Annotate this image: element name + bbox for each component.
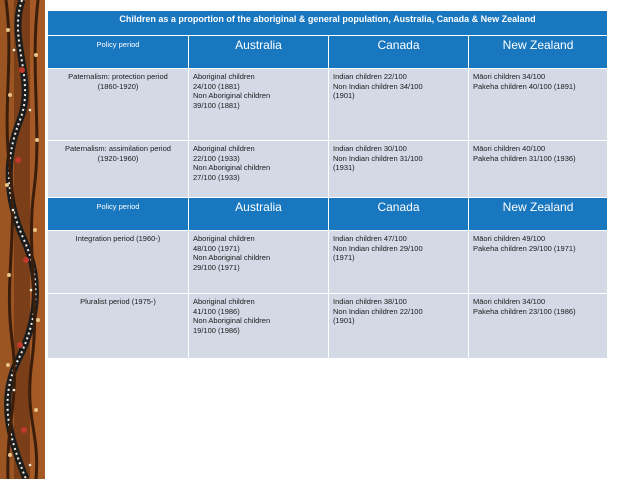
new-zealand-cell: Māori children 34/100 Pakeha children 23/100 (1986) [469, 294, 608, 359]
header-new-zealand: New Zealand [469, 198, 608, 231]
table-title-row [48, 11, 608, 36]
canada-cell: Indian children 30/100 Non Indian children 31/100 (1931) [329, 141, 469, 198]
policy-cell: Paternalism: protection period (1860-1920) [48, 69, 189, 141]
policy-cell: Integration period (1960-) [48, 231, 189, 294]
population-table-container [47, 10, 607, 359]
australia-cell: Aboriginal children 41/100 (1986) Non Aboriginal children 19/100 (1986) [189, 294, 329, 359]
table-title: Children as a proportion of the aboriginal & general population, Australia, Canada & New Zealand [48, 11, 608, 36]
header-row [48, 36, 608, 69]
header-row-repeat [48, 198, 608, 231]
table-row [48, 141, 608, 198]
header-australia: Australia [189, 198, 329, 231]
header-canada: Canada [329, 36, 469, 69]
header-australia: Australia [189, 36, 329, 69]
canada-cell: Indian children 22/100 Non Indian children 34/100 (1901) [329, 69, 469, 141]
table-row [48, 69, 608, 141]
aboriginal-art-border [0, 0, 45, 479]
policy-cell: Pluralist period (1975-) [48, 294, 189, 359]
australia-cell: Aboriginal children 24/100 (1881) Non Aboriginal children 39/100 (1881) [189, 69, 329, 141]
header-canada: Canada [329, 198, 469, 231]
header-new-zealand: New Zealand [469, 36, 608, 69]
population-table [47, 10, 608, 359]
new-zealand-cell: Māori children 34/100 Pakeha children 40/100 (1891) [469, 69, 608, 141]
new-zealand-cell: Māori children 49/100 Pakeha children 29/100 (1971) [469, 231, 608, 294]
canada-cell: Indian children 47/100 Non Indian children 29/100 (1971) [329, 231, 469, 294]
policy-cell: Paternalism: assimilation period (1920-1960) [48, 141, 189, 198]
table-row [48, 231, 608, 294]
australia-cell: Aboriginal children 48/100 (1971) Non Aboriginal children 29/100 (1971) [189, 231, 329, 294]
new-zealand-cell: Māori children 40/100 Pakeha children 31/100 (1936) [469, 141, 608, 198]
table-row [48, 294, 608, 359]
canada-cell: Indian children 38/100 Non Indian children 22/100 (1901) [329, 294, 469, 359]
header-policy-period: Policy period [48, 198, 189, 231]
header-policy-period: Policy period [48, 36, 189, 69]
australia-cell: Aboriginal children 22/100 (1933) Non Aboriginal children 27/100 (1933) [189, 141, 329, 198]
